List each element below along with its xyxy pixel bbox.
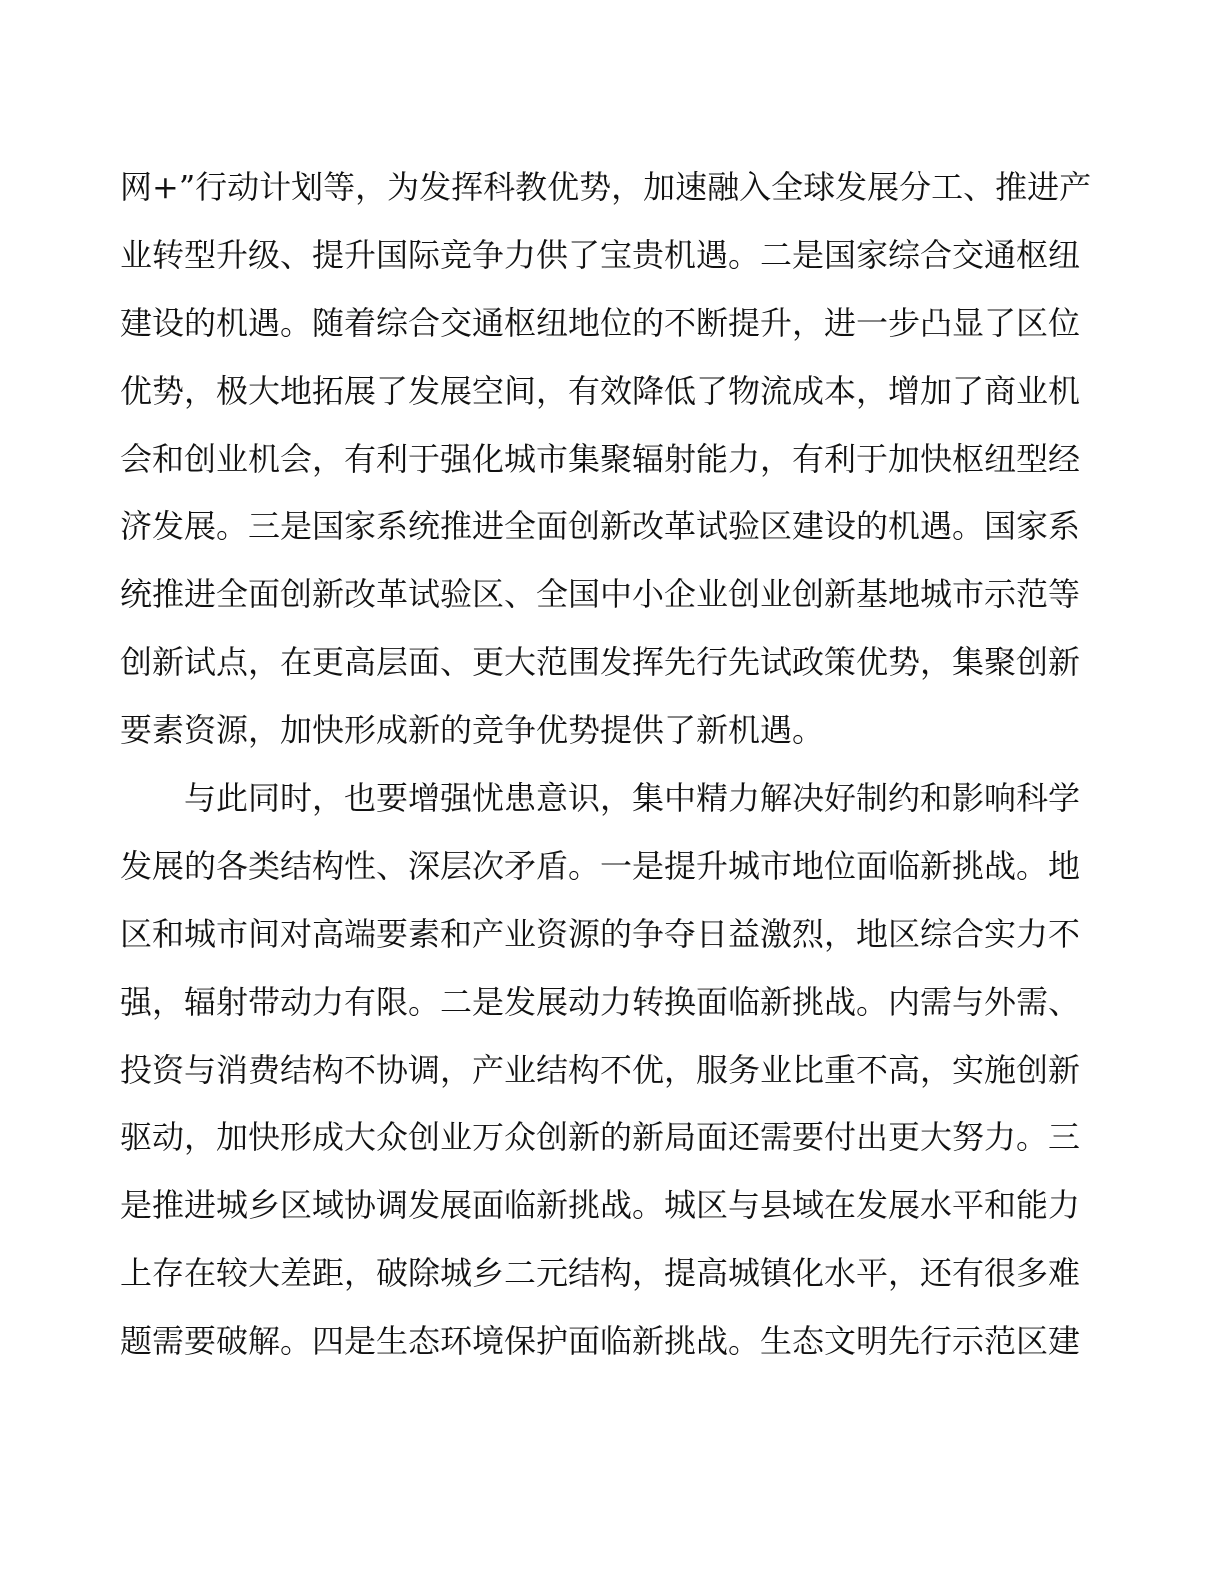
text-line: 创新试点，在更高层面、更大范围发挥先行先试政策优势，集聚创新: [120, 643, 1081, 682]
text-line: 统推进全面创新改革试验区、全国中小企业创业创新基地城市示范等: [120, 575, 1081, 614]
text-line: 驱动，加快形成大众创业万众创新的新局面还需要付出更大努力。三: [120, 1118, 1081, 1157]
document-page: [120, 154, 1092, 1376]
text-line: 区和城市间对高端要素和产业资源的争夺日益激烈，地区综合实力不: [120, 914, 1081, 953]
text-line: 发展的各类结构性、深层次矛盾。一是提升城市地位面临新挑战。地: [120, 846, 1081, 885]
text-line: 强，辐射带动力有限。二是发展动力转换面临新挑战。内需与外需、: [120, 982, 1081, 1021]
text-line: 济发展。三是国家系统推进全面创新改革试验区建设的机遇。国家系: [120, 507, 1081, 546]
text-line: 业转型升级、提升国际竞争力供了宝贵机遇。二是国家综合交通枢纽: [120, 235, 1081, 274]
text-line: 要素资源，加快形成新的竞争优势提供了新机遇。: [120, 711, 825, 750]
text-line: 投资与消费结构不协调，产业结构不优，服务业比重不高，实施创新: [120, 1050, 1081, 1089]
text-line: 是推进城乡区域协调发展面临新挑战。城区与县域在发展水平和能力: [120, 1186, 1081, 1225]
text-line: 题需要破解。四是生态环境保护面临新挑战。生态文明先行示范区建: [120, 1322, 1081, 1361]
text-line: 优势，极大地拓展了发展空间，有效降低了物流成本，增加了商业机: [120, 371, 1081, 410]
paragraph-2: [120, 765, 1080, 1376]
text-line: 会和创业机会，有利于强化城市集聚辐射能力，有利于加快枢纽型经: [120, 439, 1081, 478]
text-line: 上存在较大差距，破除城乡二元结构，提高城镇化水平，还有很多难: [120, 1254, 1081, 1293]
text-line: 建设的机遇。随着综合交通枢纽地位的不断提升，进一步凸显了区位: [120, 303, 1081, 342]
paragraph-1: [120, 154, 1092, 765]
text-line: 网+”行动计划等，为发挥科教优势，加速融入全球发展分工、推进产: [120, 168, 1092, 206]
text-line: 与此同时，也要增强忧患意识，集中精力解决好制约和影响科学: [184, 779, 1081, 818]
